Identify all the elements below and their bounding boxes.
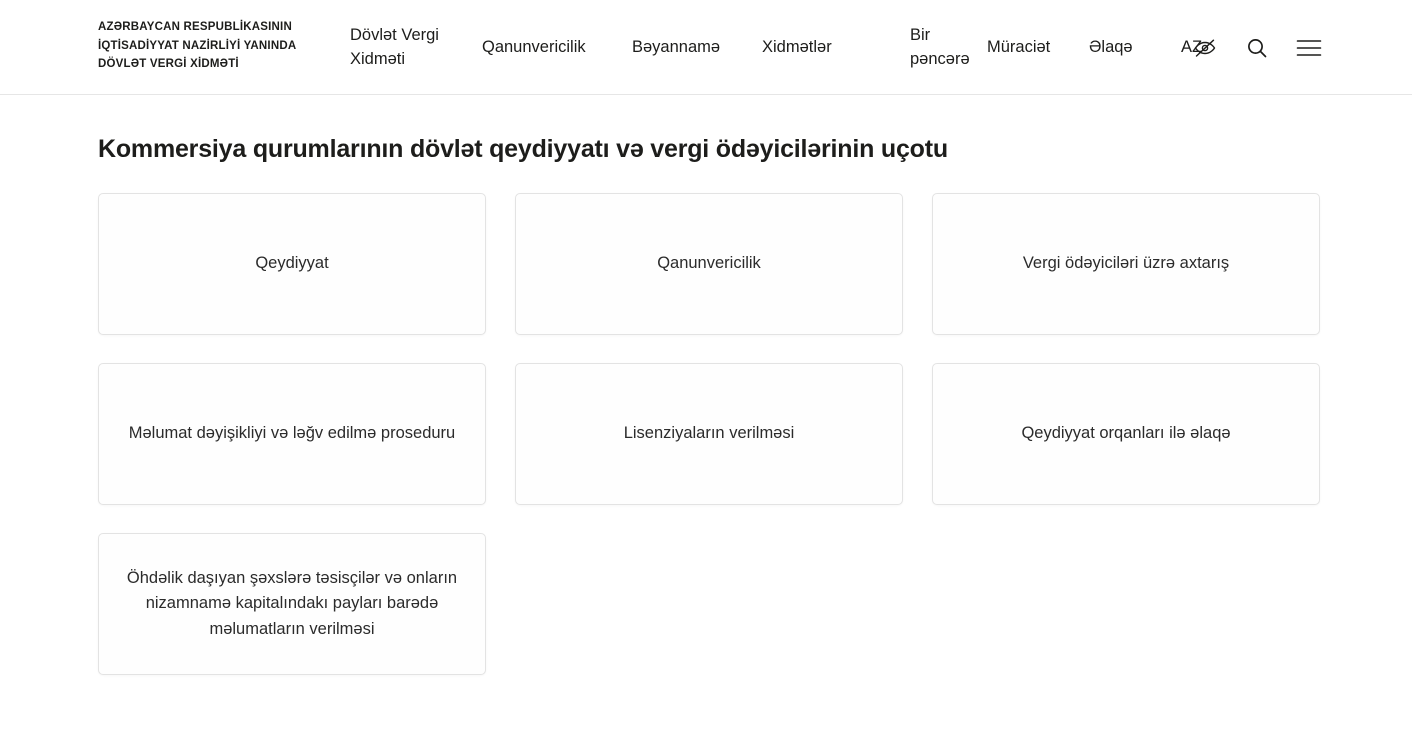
nav-item-xidmetler[interactable]: Xidmətlər: [762, 37, 832, 56]
card-label: Qeydiyyat orqanları ilə əlaqə: [1021, 424, 1231, 443]
card-lisenziyalarin-verilmesi[interactable]: [515, 363, 903, 505]
menu-icon[interactable]: [1296, 35, 1322, 61]
card-label: Lisenziyaların verilməsi: [623, 424, 795, 443]
card-label: Məlumat dəyişikliyi və ləğv edilmə proseduru: [128, 424, 456, 443]
nav-item-bir-pencere[interactable]: Bir pəncərə: [910, 25, 970, 68]
nav-item-qanunvericilik[interactable]: Qanunvericilik: [482, 37, 586, 56]
card-qeydiyyat-orqanlari-ile-elaqe[interactable]: [932, 363, 1320, 505]
card-ohdelik-dasiyan-sexslere-tesiscilər-melumat[interactable]: [98, 533, 486, 675]
nav-item-dovlet-vergi-xidmeti[interactable]: Dövlət Vergi Xidməti: [350, 25, 439, 68]
card-vergi-odeyicileri-uzre-axtaris[interactable]: [932, 193, 1320, 335]
search-icon[interactable]: [1244, 35, 1270, 61]
main-content: [0, 95, 1412, 675]
service-card-grid: [98, 193, 1314, 675]
site-header: [0, 0, 1412, 95]
nav-item-beyanname[interactable]: Bəyannamə: [632, 37, 721, 56]
header-icon-group: [1192, 0, 1322, 95]
card-label: Qeydiyyat: [255, 254, 329, 273]
nav-item-muraciet[interactable]: Müraciət: [987, 37, 1051, 56]
card-qanunvericilik[interactable]: [515, 193, 903, 335]
card-label: Vergi ödəyiciləri üzrə axtarış: [1022, 254, 1230, 273]
main-navigation: [350, 0, 1229, 95]
card-qeydiyyat[interactable]: [98, 193, 486, 335]
card-melumat-deyisikliyi-ve-legv-edilme-proseduru[interactable]: [98, 363, 486, 505]
card-label: Qanunvericilik: [657, 254, 761, 273]
card-label: Öhdəlik daşıyan şəxslərə təsisçilər və onların nizamnamə kapitalındakı payları barədə məlumatların verilməsi: [126, 568, 458, 638]
accessibility-eye-off-icon[interactable]: [1192, 35, 1218, 61]
page-title: Kommersiya qurumlarının dövlət qeydiyyatı və vergi ödəyicilərinin uçotu: [98, 135, 948, 163]
nav-item-language-az[interactable]: AZ: [1181, 37, 1203, 56]
site-brand-title[interactable]: AZƏRBAYCAN RESPUBLİKASININ İQTİSADİYYAT NAZİRLİYİ YANINDA DÖVLƏT VERGİ XİDMƏTİ: [98, 21, 296, 71]
nav-item-elaqe[interactable]: Əlaqə: [1089, 37, 1133, 56]
